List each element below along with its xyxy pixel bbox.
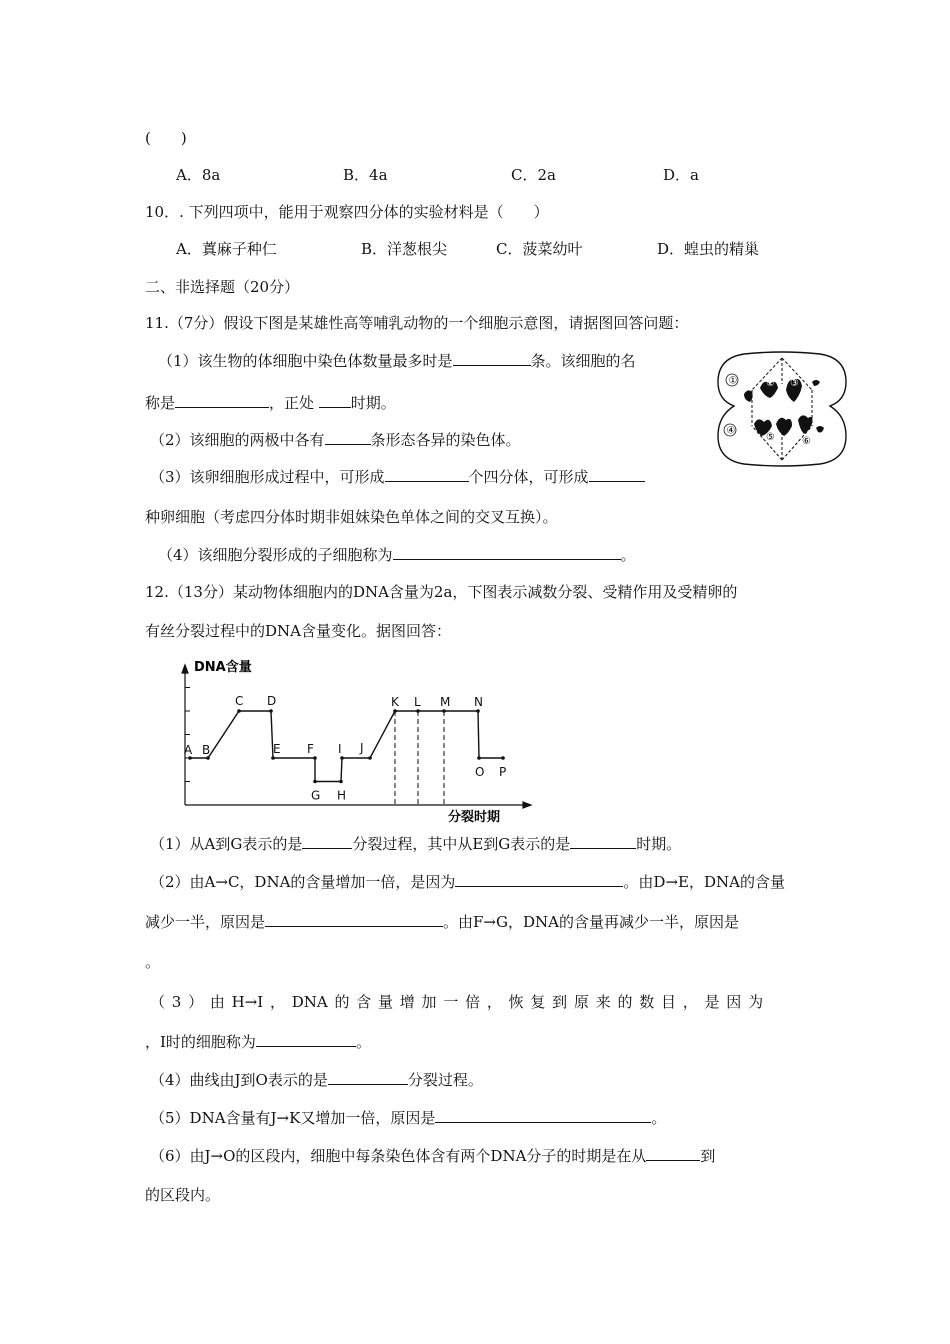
dna-point-K [393,709,397,713]
q11-blank-tetrads[interactable] [385,467,469,482]
dna-label-C: C [235,694,244,708]
q11-blank-cell-name[interactable] [175,393,269,408]
dna-label-L: L [414,695,421,709]
dna-point-C [237,709,241,713]
label-6: ⑥ [802,436,811,447]
q11-p2b: 条形态各异的染色体。 [370,431,521,449]
q12-blank-from[interactable] [646,1146,700,1161]
label-5: ⑤ [766,432,775,443]
q12-p4b: 分裂过程。 [407,1071,483,1089]
dna-label-I: I [338,742,342,756]
q12-p6b: 到 [700,1147,716,1165]
dna-label-D: D [267,694,277,708]
q12-part3-line2 [145,1032,371,1052]
q12-p2d: 。由F→G，DNA的含量再减少一半，原因是 [443,913,739,931]
dna-label-H: H [337,788,347,803]
y-axis-label: DNA含量 [194,660,252,675]
q12-part2-line2 [145,912,739,932]
q12-stem-line1: 12.（13分）某动物体细胞内的DNA含量为2a，下图表示减数分裂、受精作用及受精卵的 [145,583,738,601]
q11-p3b: 个四分体，可形成 [468,468,589,486]
dna-point-F [313,756,317,760]
dna-point-N [476,709,480,713]
q12-blank-division-type[interactable] [302,834,352,849]
y-axis-ticks [185,688,190,782]
q12-blank-reason-jk[interactable] [435,1108,651,1123]
q12-p1b: 分裂过程，其中从E到G表示的是 [352,835,571,853]
q12-part2-line1 [150,872,785,892]
q12-stem-line2: 有丝分裂过程中的DNA含量变化。据图回答： [145,622,451,640]
dna-point-M [442,709,446,713]
q12-p3b: ，I时的细胞称为 [145,1033,256,1051]
q12-part3-line1: （ 3 ） 由 H→I ， DNA 的 含 量 增 加 一 倍 ， 恢 复 到 原 来 的 数 目 ， 是 因 为 [150,993,764,1011]
q12-p2a: （2）由A→C，DNA的含量增加一倍，是因为 [150,873,456,891]
q9-bracket: ( ) [145,129,187,147]
q12-p2c: 减少一半，原因是 [145,913,266,931]
q12-blank-reason-de[interactable] [265,912,443,927]
q12-p5b: 。 [651,1109,667,1127]
q11-part3-line2: 种卵细胞（考虑四分体时期非姐妹染色单体之间的交叉互换）。 [145,508,558,526]
dna-label-N: N [474,695,483,709]
dna-label-K: K [391,695,399,709]
dna-label-A: A [184,743,193,757]
dna-label-G: G [311,788,321,803]
q12-part4 [150,1070,483,1090]
dna-point-J [368,756,372,760]
q12-p4a: （4）曲线由J到O表示的是 [150,1071,328,1089]
label-1: ① [728,375,738,387]
q9-option-a[interactable]: A．8a [176,166,221,184]
q11-p1d: ，正处 [269,394,319,412]
dna-point-O [477,756,481,760]
dna-points [188,709,505,783]
q12-blank-i-cell[interactable] [256,1032,356,1047]
q11-part1-line1 [158,351,636,371]
dna-label-J: J [360,741,364,755]
q12-blank-period[interactable] [570,834,636,849]
q12-p1a: （1）从A到G表示的是 [150,835,303,853]
dna-content-chart [170,655,540,825]
dashed-guides [395,711,444,805]
dna-label-F: F [307,742,314,756]
q11-blank-max-count[interactable] [453,351,531,366]
q10-option-c[interactable]: C．菠菜幼叶 [496,240,583,258]
q12-p1c: 时期。 [636,835,682,853]
q11-blank-phase[interactable] [319,393,351,408]
q11-p2a: （2）该细胞的两极中各有 [150,431,325,449]
q11-p1b: 条。该细胞的名 [530,352,636,370]
q12-part6-line2: 的区段内。 [145,1186,221,1204]
dna-point-I [340,756,344,760]
label-2: ② [766,378,775,389]
q11-part1-line2 [145,393,396,413]
dna-label-M: M [440,695,451,709]
dna-label-P: P [499,765,507,779]
q11-part4 [158,545,636,565]
q10-stem: 10．. 下列四项中，能用于观察四分体的实验材料是（ ） [145,203,549,221]
q11-p1a: （1）该生物的体细胞中染色体数量最多时是 [158,352,453,370]
section-heading: 二、非选择题（20分） [145,278,300,296]
label-3: ③ [790,378,799,389]
dna-series-line [190,711,503,782]
q12-p5a: （5）DNA含量有J→K又增加一倍，原因是 [150,1109,436,1127]
q11-part3-line1 [150,467,645,487]
q12-p6a: （6）由J→O的区段内，细胞中每条染色体含有两个DNA分子的时期是在从 [150,1147,647,1165]
dna-label-B: B [202,743,211,757]
q10-option-a[interactable]: A．蒖麻子种仁 [176,240,277,258]
q11-blank-egg-kinds[interactable] [589,467,645,482]
dna-point-labels [184,694,506,803]
q9-option-d[interactable]: D．a [663,166,699,184]
dna-point-L [416,709,420,713]
q11-stem: 11.（7分）假设下图是某雄性高等哺乳动物的一个细胞示意图，请据图回答问题： [145,314,689,332]
dna-point-E [271,756,275,760]
q10-option-d[interactable]: D．蝗虫的精巢 [657,240,760,258]
q12-p2b: 。由D→E，DNA的含量 [623,873,785,891]
q12-p3c: 。 [355,1033,371,1051]
q12-part6-line1 [150,1146,715,1166]
dna-label-O: O [475,765,485,779]
dna-point-H [339,780,343,784]
dna-label-E: E [273,742,281,756]
x-axis-label: 分裂时期 [448,810,501,825]
q12-blank-reason-ac[interactable] [455,872,623,887]
cell-division-diagram [714,350,850,468]
q9-option-b[interactable]: B．4a [343,166,388,184]
q11-blank-count[interactable] [325,430,371,445]
dna-point-D [269,709,273,713]
label-4: ④ [726,425,736,437]
q9-option-c[interactable]: C．2a [511,166,556,184]
q11-blank-daughter-cell[interactable] [393,545,621,560]
q11-p1e: 时期。 [350,394,396,412]
q12-part1 [150,834,681,854]
dna-point-G [313,780,317,784]
q11-p4a: （4）该细胞分裂形成的子细胞称为 [158,546,393,564]
q11-p1c: 称是 [145,394,176,412]
q12-part2-line3: 。 [145,953,161,971]
q10-option-b[interactable]: B．洋葱根尖 [361,240,448,258]
q12-part5 [150,1108,666,1128]
dna-point-P [501,756,505,760]
q11-p3a: （3）该卵细胞形成过程中，可形成 [150,468,385,486]
q12-blank-jo-division[interactable] [328,1070,408,1085]
q11-part2 [150,430,521,450]
q11-p4b: 。 [620,546,636,564]
